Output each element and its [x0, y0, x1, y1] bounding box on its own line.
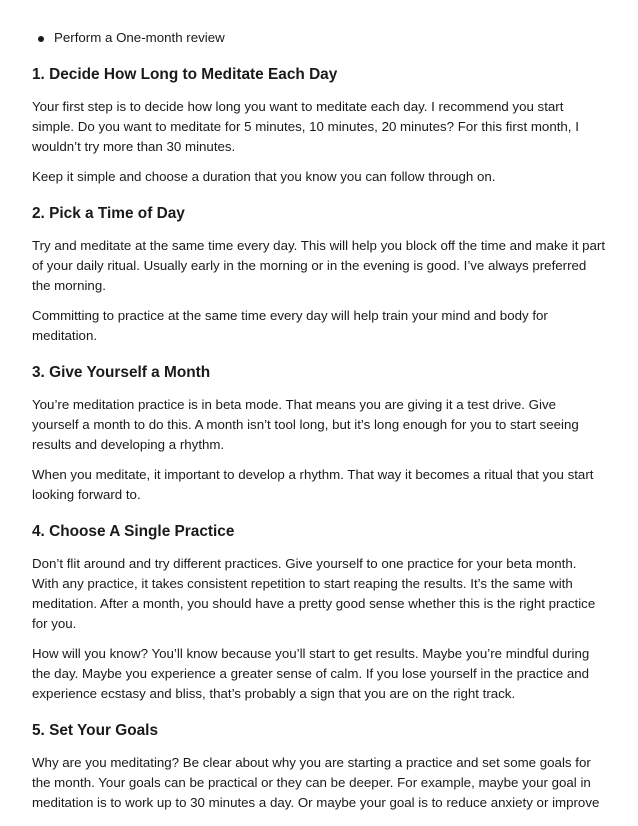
paragraph: Committing to practice at the same time every day will help train your mind and body for meditation.	[32, 308, 548, 343]
paragraph: You’re meditation practice is in beta mode. That means you are giving it a test drive. Give yourself a month to do this. A month isn’t tool long, but it’s long enough for you to start seeing results and developing a rhythm.	[32, 397, 579, 452]
intro-bullet-list	[32, 28, 606, 48]
paragraph: How will you know? You’ll know because you’ll start to get results. Maybe you’re mindful during the day. Maybe you experience a greater sense of calm. If you lose yourself in the practice and experience ecstasy and bliss, that’s probably a sign that you are on the right track.	[32, 646, 590, 701]
section-heading: 2. Pick a Time of Day	[32, 205, 185, 222]
section-single-practice	[32, 522, 606, 704]
paragraph: Don’t flit around and try different practices. Give yourself to one practice for your beta month. With any practice, it takes consistent repetition to start reaping the results. It’s the same with meditation. After a month, you should have a pretty good sense whether this is the right practice for you.	[32, 556, 596, 631]
paragraph: Try and meditate at the same time every day. This will help you block off the time and make it part of your daily ritual. Usually early in the morning or in the evening is good. I’ve always preferred the morning.	[32, 238, 606, 293]
paragraph: Keep it simple and choose a duration that you know you can follow through on.	[32, 169, 496, 184]
section-decide-duration	[32, 65, 606, 187]
section-heading: 4. Choose A Single Practice	[32, 523, 235, 540]
section-heading: 1. Decide How Long to Meditate Each Day	[32, 66, 338, 83]
paragraph: When you meditate, it important to develop a rhythm. That way it becomes a ritual that you start looking forward to.	[32, 467, 594, 502]
paragraph: Why are you meditating? Be clear about why you are starting a practice and set some goals for the month. Your goals can be practical or they can be deeper. For example, maybe your goal in meditation is to work up to 30 minutes a day. Or maybe your goal is to reduce anxiety or improve	[32, 755, 600, 810]
section-give-month	[32, 363, 606, 505]
section-heading: 3. Give Yourself a Month	[32, 364, 211, 381]
section-pick-time	[32, 204, 606, 346]
section-set-goals	[32, 721, 606, 813]
section-heading: 5. Set Your Goals	[32, 722, 159, 739]
paragraph: Your first step is to decide how long you want to meditate each day. I recommend you start simple. Do you want to meditate for 5 minutes, 10 minutes, 20 minutes? For this first month, I wouldn’t try more than 30 minutes.	[32, 99, 579, 154]
list-item: Perform a One-month review	[32, 28, 606, 48]
